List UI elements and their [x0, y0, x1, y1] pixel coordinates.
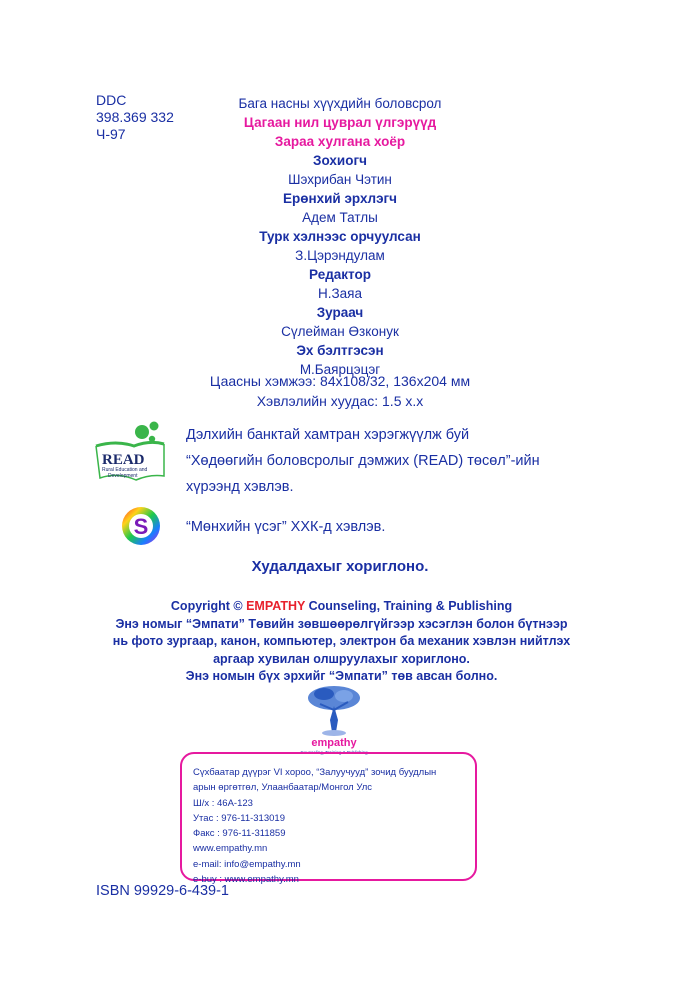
address-line2: арын өргөтгөл, Улаанбаатар/Монгол Улс [193, 782, 373, 794]
copyright-line4: аргаар хувилан олшруулахыг хориглоно. [213, 651, 470, 666]
illustrator-label: Зураач [316, 305, 364, 320]
address-line1: Сүхбаатар дүүрэг VI хороо, “Залуучууд” зочид буудлын [193, 767, 437, 778]
prepared-name: М.Баярцэцэг [299, 362, 381, 377]
printer-statement: “Мөнхийн үсэг” ХХК-д хэвлэв. [186, 519, 386, 535]
ddc-number: 398.369 332 [96, 109, 174, 125]
not-for-sale: Худалдахыг хориглоно. [251, 558, 429, 575]
printed-sheets: Хэвлэлийн хуудас: 1.5 х.х [256, 393, 424, 409]
prepared-label: Эх бэлтгэсэн [296, 343, 384, 358]
read-logo-icon [94, 418, 174, 484]
copyright-prefix: Copyright © [170, 599, 247, 613]
series-title: Цагаан нил цуврал үлгэрүүд [243, 115, 437, 130]
read-logo-line1: Rural Education and [102, 467, 148, 473]
isbn: ISBN 99929-6-439-1 [96, 883, 229, 899]
read-statement-line1: Дэлхийн банктай хамтран хэрэгжүүлж буй [186, 427, 470, 443]
category-line: Бага насны хүүхдийн боловсрол [238, 96, 442, 111]
copyright-line3: нь фото зургаар, канон, компьютер, электрон ба механик хэвлэн нийтлэх [112, 634, 571, 648]
address-ebuy: e-buy : www.empathy.mn [193, 874, 299, 886]
specs-block [140, 371, 540, 411]
copyright-suffix: Counseling, Training & Publishing [305, 599, 513, 613]
ddc-block [96, 92, 174, 143]
read-statement-line2: “Хөдөөгийн боловсролыг дэмжих (READ) төсөл”-ийн [186, 453, 540, 469]
illustrator-name: Сүлейман Өзконук [281, 324, 399, 339]
printer-logo-icon [120, 505, 162, 547]
address-phone: Утас : 976-11-313019 [193, 812, 285, 824]
empathy-logo-name: empathy [311, 737, 357, 749]
editor-label: Редактор [309, 267, 371, 282]
address-po-box: Ш/х : 46А-123 [193, 797, 253, 809]
copyright-line1 [70, 598, 613, 616]
empathy-logo-tagline: Counseling, Training & Publishing [300, 750, 368, 755]
read-logo [94, 418, 174, 484]
ddc-label: DDC [96, 92, 127, 108]
read-logo-line2: Development [108, 473, 138, 479]
address-block [193, 765, 436, 887]
paper-size: Цаасны хэмжээ: 84х108/32, 136х204 мм [209, 373, 471, 389]
copyright-block [70, 598, 613, 686]
credits-block [190, 94, 490, 379]
address-email: e-mail: info@empathy.mn [193, 858, 301, 870]
printer-logo-glyph: S [133, 514, 149, 539]
empathy-logo [290, 680, 394, 758]
editor-in-chief-label: Ерөнхий эрхлэгч [282, 191, 398, 206]
copyright-line2: Энэ номыг “Эмпати” Төвийн зөвшөөрөлгүйгээр хэсэглэн болон бүтнээр [115, 616, 568, 631]
author-label: Зохиогч [313, 153, 367, 168]
author-name: Шэхрибан Чэтин [288, 172, 392, 187]
address-fax: Факс : 976-11-311859 [193, 828, 286, 840]
copyright-brand: EMPATHY [246, 599, 306, 613]
printer-logo [120, 505, 162, 547]
translator-label: Турк хэлнээс орчуулсан [259, 229, 421, 244]
read-statement-line3: хүрээнд хэвлэв. [186, 479, 294, 495]
copyright-line5: Энэ номын бүх эрхийг “Эмпати” төв авсан болно. [185, 669, 498, 683]
read-logo-main: READ [102, 452, 145, 468]
editor-in-chief-name: Адем Татлы [302, 210, 378, 225]
ddc-code: Ч-97 [96, 126, 126, 142]
read-statement [186, 422, 540, 500]
empathy-tree-icon [290, 680, 394, 758]
book-title: Зараа хулгана хоёр [274, 134, 406, 149]
address-website: www.empathy.mn [193, 843, 268, 855]
editor-name: Н.Заяа [318, 286, 362, 301]
translator-name: З.Цэрэндулам [295, 248, 385, 263]
